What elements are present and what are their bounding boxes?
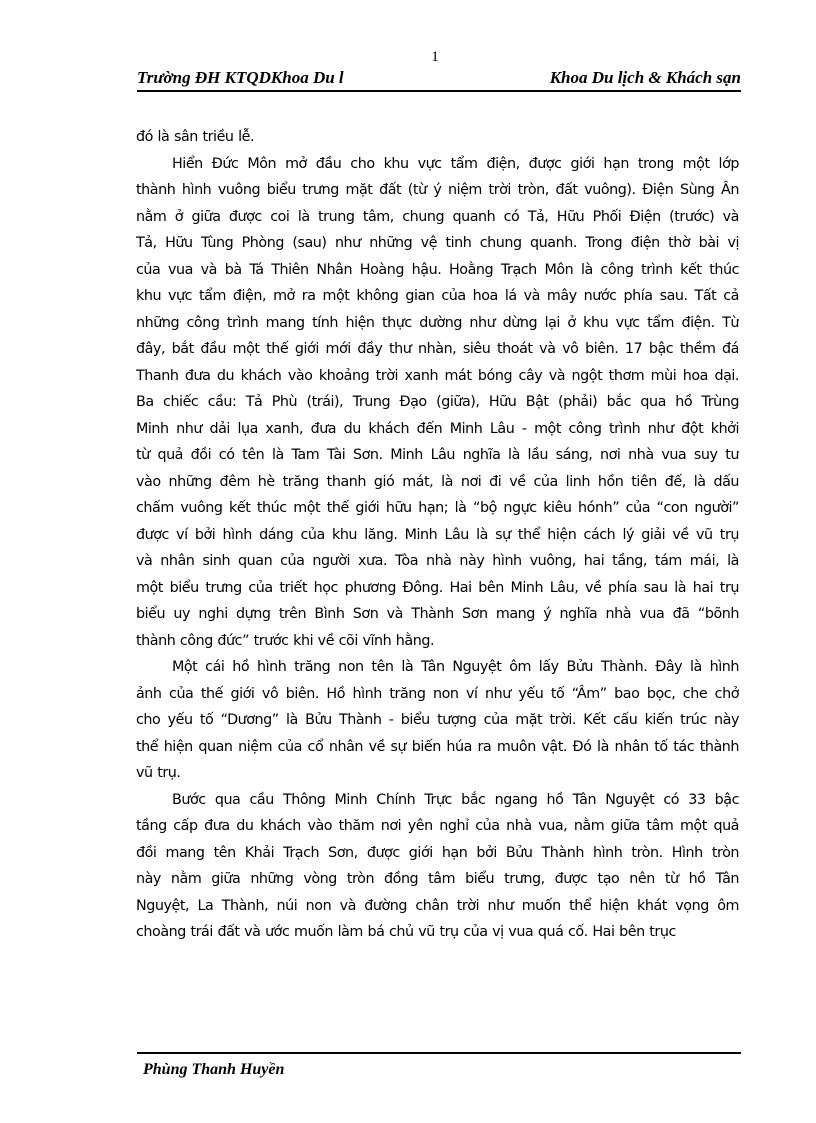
page-footer: [137, 1052, 741, 1078]
text-line: Bước qua cầu Thông Minh Chính Trực bắc ngang hồ Tân Nguyệt có 33 bậc: [172, 791, 739, 808]
text-line: ảnh của thế giới vô biên. Hồ hình trăng non ví như yếu tố “Âm” bao bọc, che chở: [136, 685, 739, 702]
text-line: cho yếu tố “Dương” là Bửu Thành - biểu tượng của mặt trời. Kết cấu kiến trúc này: [136, 712, 739, 728]
text-line: nằm ở giữa được coi là trung tâm, chung quanh có Tả, Hữu Phối Điện (trước) và: [136, 208, 739, 225]
header-faculty: Khoa Du lịch & Khách sạn: [549, 68, 741, 87]
text-line: của vua và bà Tá Thiên Nhân Hoàng hậu. Hoằng Trạch Môn là công trình kết thúc: [136, 261, 739, 278]
text-line: Tả, Hữu Tùng Phòng (sau) như những vệ tinh chung quanh. Trong điện thờ bài vị: [136, 235, 739, 251]
text-line: từ quả đồi có tên là Tam Tài Sơn. Minh Lâu nghĩa là lầu sáng, nơi nhà vua suy tư: [136, 447, 739, 463]
text-line: tầng cấp đưa du khách vào thăm nơi yên nghỉ của nhà vua, nằm giữa tâm một quả: [136, 818, 739, 834]
text-line: thể hiện quan niệm của cổ nhân về sự biến húa ra muôn vật. Đó là nhân tố tác thành: [136, 738, 739, 755]
text-line: này nằm giữa những vòng tròn đồng tâm biểu trưng, được tạo nên từ hồ Tân: [136, 871, 739, 887]
text-line: đây, bắt đầu một thế giới mới đầy thư nhàn, siêu thoát và vô biên. 17 bậc thềm đá: [136, 341, 739, 357]
footer-author: Phùng Thanh Huyền: [143, 1061, 285, 1078]
text-line: đồi mang tên Khải Trạch Sơn, được giới hạn bởi Bửu Thành hình tròn. Hình tròn: [136, 844, 739, 861]
text-line: Hiển Đức Môn mở đầu cho khu vực tẩm điện, được giới hạn trong một lớp: [172, 155, 739, 172]
text-line: choàng trái đất và ước muốn làm bá chủ vũ trụ của vị vua quá cố. Hai bên trục: [136, 924, 676, 940]
text-line: khu vực tẩm điện, mở ra một không gian của hoa lá và mây nước phía sau. Tất cả: [136, 288, 739, 304]
text-line: Một cái hồ hình trăng non tên là Tân Nguyệt ôm lấy Bửu Thành. Đây là hình: [172, 659, 739, 675]
page-number: 1: [431, 49, 439, 65]
text-line: vũ trụ.: [136, 765, 181, 781]
text-line: Thanh đưa du khách vào khoảng trời xanh mát bóng cây và ngột thơm mùi hoa dại.: [136, 367, 739, 384]
text-line: đó là sân triều lễ.: [136, 129, 255, 145]
text-line: Minh như dải lụa xanh, đưa du khách đến Minh Lâu - một công trình như đột khởi: [136, 420, 739, 437]
text-line: thành công đức” trước khi về cõi vĩnh hằng.: [136, 632, 435, 649]
page-header: [137, 64, 741, 92]
text-line: những công trình mang tính hiện thực dường như dừng lại ở khu vực tẩm điện. Từ: [136, 314, 739, 331]
header-university: Trường ĐH KTQDKhoa Du l: [137, 68, 344, 87]
text-line: Nguyệt, La Thành, núi non và đường chân trời như muốn thể hiện khát vọng ôm: [136, 897, 739, 914]
text-line: thành hình vuông biểu trưng mặt đất (từ ý niệm trời tròn, đất vuông). Điện Sùng Ân: [136, 182, 739, 198]
text-line: được ví bởi hình dáng của khu lăng. Minh Lâu là sự thể hiện cách lý giải về vũ trụ: [136, 526, 739, 543]
text-line: biểu uy nghi dựng trên Bình Sơn và Thành Sơn mang ý nghĩa nhà vua đã “bõnh: [136, 606, 739, 622]
text-line: vào những đêm hè trăng thanh gió mát, là nơi đi về của linh hồn tiên đế, là dấu: [136, 473, 739, 490]
text-line: chấm vuông kết thúc một thế giới hữu hạn; là “bộ ngực kiêu hónh” của “con người”: [136, 500, 739, 516]
text-line: và nhân sinh quan của người xưa. Tòa nhà này hình vuông, hai tầng, tám mái, là: [136, 553, 739, 569]
body-text: [136, 124, 739, 946]
text-line: Ba chiếc cầu: Tả Phù (trái), Trung Đạo (giữa), Hữu Bật (phải) bắc qua hồ Trùng: [136, 394, 739, 410]
text-line: một biểu trưng của triết học phương Đông. Hai bên Minh Lâu, về phía sau là hai trụ: [136, 579, 739, 596]
